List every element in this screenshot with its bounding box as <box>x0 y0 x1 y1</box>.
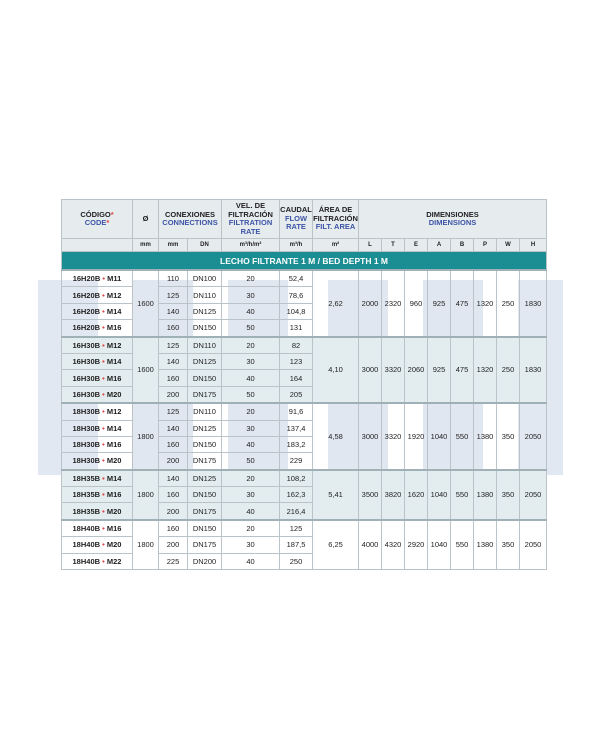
dim-e-cell: 1920 <box>405 403 428 470</box>
vel-cell: 40 <box>222 503 280 520</box>
dim-e-cell: 2920 <box>405 520 428 570</box>
flow-cell: 164 <box>280 370 313 386</box>
header-connections: CONEXIONES CONNECTIONS <box>159 200 222 239</box>
unit-dim-t: T <box>382 239 405 252</box>
flow-cell: 123 <box>280 353 313 369</box>
section-title-bed-depth: LECHO FILTRANTE 1 M / BED DEPTH 1 M <box>62 252 547 271</box>
conn-mm-cell: 200 <box>159 453 188 470</box>
dim-w-cell: 350 <box>497 470 520 520</box>
conn-dn-cell: DN175 <box>188 386 222 403</box>
conn-mm-cell: 110 <box>159 270 188 287</box>
conn-dn-cell: DN150 <box>188 436 222 452</box>
conn-dn-cell: DN100 <box>188 270 222 287</box>
conn-dn-cell: DN200 <box>188 553 222 569</box>
area-cell: 6,25 <box>313 520 359 570</box>
conn-mm-cell: 125 <box>159 337 188 354</box>
conn-dn-cell: DN125 <box>188 470 222 487</box>
model-code: 18H30B • M16 <box>62 436 133 452</box>
vel-cell: 20 <box>222 520 280 537</box>
conn-mm-cell: 125 <box>159 403 188 420</box>
model-group <box>62 520 547 570</box>
conn-dn-cell: DN150 <box>188 370 222 386</box>
dim-a-cell: 1040 <box>428 403 451 470</box>
flow-cell: 91,6 <box>280 403 313 420</box>
flow-cell: 216,4 <box>280 503 313 520</box>
area-cell: 4,10 <box>313 337 359 404</box>
area-cell: 5,41 <box>313 470 359 520</box>
model-code: 16H30B • M12 <box>62 337 133 354</box>
dim-h-cell: 2050 <box>520 403 547 470</box>
header-code: CÓDIGO* CODE* <box>62 200 133 239</box>
model-code: 18H30B • M12 <box>62 403 133 420</box>
dim-t-cell: 4320 <box>382 520 405 570</box>
dim-b-cell: 550 <box>451 470 474 520</box>
table-row <box>62 403 547 420</box>
header-flow-rate: CAUDAL FLOW RATE <box>280 200 313 239</box>
conn-dn-cell: DN175 <box>188 537 222 553</box>
unit-code <box>62 239 133 252</box>
dim-p-cell: 1380 <box>474 470 497 520</box>
vel-cell: 40 <box>222 436 280 452</box>
unit-diameter: mm <box>133 239 159 252</box>
vel-cell: 50 <box>222 386 280 403</box>
conn-mm-cell: 200 <box>159 537 188 553</box>
diameter-cell: 1600 <box>133 337 159 404</box>
flow-cell: 82 <box>280 337 313 354</box>
conn-mm-cell: 140 <box>159 303 188 319</box>
conn-mm-cell: 160 <box>159 487 188 503</box>
vel-cell: 30 <box>222 420 280 436</box>
conn-dn-cell: DN150 <box>188 487 222 503</box>
dim-b-cell: 475 <box>451 270 474 337</box>
dim-l-cell: 3500 <box>359 470 382 520</box>
diameter-cell: 1800 <box>133 470 159 520</box>
dim-t-cell: 3320 <box>382 337 405 404</box>
header-filtration-rate: VEL. DE FILTRACIÓN FILTRATION RATE <box>222 200 280 239</box>
header-dimensions: DIMENSIONES DIMENSIONS <box>359 200 547 239</box>
model-code: 16H30B • M16 <box>62 370 133 386</box>
conn-mm-cell: 200 <box>159 386 188 403</box>
conn-dn-cell: DN175 <box>188 453 222 470</box>
model-code: 16H20B • M11 <box>62 270 133 287</box>
unit-conn-dn: DN <box>188 239 222 252</box>
dim-p-cell: 1380 <box>474 520 497 570</box>
dim-t-cell: 3320 <box>382 403 405 470</box>
dim-l-cell: 3000 <box>359 337 382 404</box>
unit-area: m² <box>313 239 359 252</box>
flow-cell: 131 <box>280 320 313 337</box>
vel-cell: 20 <box>222 337 280 354</box>
model-code: 16H20B • M12 <box>62 287 133 303</box>
table-row <box>62 270 547 287</box>
diameter-cell: 1800 <box>133 520 159 570</box>
unit-dim-w: W <box>497 239 520 252</box>
model-group <box>62 403 547 470</box>
table-row <box>62 520 547 537</box>
model-code: 18H30B • M14 <box>62 420 133 436</box>
model-code: 16H20B • M16 <box>62 320 133 337</box>
conn-mm-cell: 140 <box>159 470 188 487</box>
model-code: 18H40B • M16 <box>62 520 133 537</box>
vel-cell: 30 <box>222 487 280 503</box>
flow-cell: 162,3 <box>280 487 313 503</box>
dim-a-cell: 925 <box>428 337 451 404</box>
dim-w-cell: 250 <box>497 337 520 404</box>
vel-cell: 50 <box>222 320 280 337</box>
conn-dn-cell: DN150 <box>188 520 222 537</box>
dim-w-cell: 350 <box>497 520 520 570</box>
flow-cell: 52,4 <box>280 270 313 287</box>
conn-dn-cell: DN110 <box>188 287 222 303</box>
dim-e-cell: 1620 <box>405 470 428 520</box>
dim-e-cell: 960 <box>405 270 428 337</box>
dim-w-cell: 250 <box>497 270 520 337</box>
dim-h-cell: 2050 <box>520 470 547 520</box>
conn-dn-cell: DN150 <box>188 320 222 337</box>
vel-cell: 20 <box>222 470 280 487</box>
dim-b-cell: 550 <box>451 520 474 570</box>
dim-e-cell: 2060 <box>405 337 428 404</box>
dim-a-cell: 925 <box>428 270 451 337</box>
dim-l-cell: 4000 <box>359 520 382 570</box>
flow-cell: 137,4 <box>280 420 313 436</box>
conn-mm-cell: 225 <box>159 553 188 569</box>
vel-cell: 30 <box>222 537 280 553</box>
flow-cell: 78,6 <box>280 287 313 303</box>
model-code: 16H30B • M20 <box>62 386 133 403</box>
model-group <box>62 270 547 337</box>
vel-cell: 40 <box>222 370 280 386</box>
model-code: 18H40B • M22 <box>62 553 133 569</box>
flow-cell: 205 <box>280 386 313 403</box>
unit-conn-mm: mm <box>159 239 188 252</box>
conn-dn-cell: DN125 <box>188 353 222 369</box>
unit-dim-e: E <box>405 239 428 252</box>
dim-b-cell: 550 <box>451 403 474 470</box>
model-code: 18H30B • M20 <box>62 453 133 470</box>
flow-cell: 183,2 <box>280 436 313 452</box>
conn-mm-cell: 160 <box>159 370 188 386</box>
dim-l-cell: 3000 <box>359 403 382 470</box>
dim-p-cell: 1320 <box>474 337 497 404</box>
model-code: 16H30B • M14 <box>62 353 133 369</box>
filter-spec-table <box>61 199 547 570</box>
unit-flow: m³/h <box>280 239 313 252</box>
conn-mm-cell: 200 <box>159 503 188 520</box>
vel-cell: 50 <box>222 453 280 470</box>
conn-dn-cell: DN110 <box>188 337 222 354</box>
header-filtration-area: ÁREA DE FILTRACIÓN FILT. AREA <box>313 200 359 239</box>
dim-a-cell: 1040 <box>428 520 451 570</box>
diameter-cell: 1600 <box>133 270 159 337</box>
conn-mm-cell: 160 <box>159 320 188 337</box>
table-header <box>62 200 547 252</box>
vel-cell: 40 <box>222 553 280 569</box>
vel-cell: 30 <box>222 287 280 303</box>
header-diameter: Ø <box>133 200 159 239</box>
unit-dim-h: H <box>520 239 547 252</box>
conn-mm-cell: 160 <box>159 436 188 452</box>
flow-cell: 187,5 <box>280 537 313 553</box>
model-code: 18H35B • M14 <box>62 470 133 487</box>
flow-cell: 104,8 <box>280 303 313 319</box>
model-group <box>62 337 547 404</box>
dim-h-cell: 1830 <box>520 337 547 404</box>
vel-cell: 20 <box>222 403 280 420</box>
conn-dn-cell: DN125 <box>188 303 222 319</box>
unit-vel: m³/h/m² <box>222 239 280 252</box>
model-code: 18H35B • M20 <box>62 503 133 520</box>
dim-l-cell: 2000 <box>359 270 382 337</box>
conn-dn-cell: DN110 <box>188 403 222 420</box>
vel-cell: 30 <box>222 353 280 369</box>
area-cell: 2,62 <box>313 270 359 337</box>
dim-a-cell: 1040 <box>428 470 451 520</box>
dim-h-cell: 2050 <box>520 520 547 570</box>
conn-mm-cell: 140 <box>159 353 188 369</box>
conn-mm-cell: 125 <box>159 287 188 303</box>
conn-dn-cell: DN175 <box>188 503 222 520</box>
flow-cell: 125 <box>280 520 313 537</box>
model-code: 16H20B • M14 <box>62 303 133 319</box>
dim-t-cell: 2320 <box>382 270 405 337</box>
vel-cell: 20 <box>222 270 280 287</box>
dim-p-cell: 1320 <box>474 270 497 337</box>
flow-cell: 108,2 <box>280 470 313 487</box>
unit-dim-a: A <box>428 239 451 252</box>
area-cell: 4,58 <box>313 403 359 470</box>
vel-cell: 40 <box>222 303 280 319</box>
table-row <box>62 337 547 354</box>
unit-dim-l: L <box>359 239 382 252</box>
model-code: 18H40B • M20 <box>62 537 133 553</box>
conn-mm-cell: 140 <box>159 420 188 436</box>
flow-cell: 250 <box>280 553 313 569</box>
table-row <box>62 470 547 487</box>
dim-h-cell: 1830 <box>520 270 547 337</box>
conn-dn-cell: DN125 <box>188 420 222 436</box>
unit-dim-b: B <box>451 239 474 252</box>
unit-dim-p: P <box>474 239 497 252</box>
dim-w-cell: 350 <box>497 403 520 470</box>
model-group <box>62 470 547 520</box>
flow-cell: 229 <box>280 453 313 470</box>
model-code: 18H35B • M16 <box>62 487 133 503</box>
dim-p-cell: 1380 <box>474 403 497 470</box>
dim-t-cell: 3820 <box>382 470 405 520</box>
diameter-cell: 1800 <box>133 403 159 470</box>
dim-b-cell: 475 <box>451 337 474 404</box>
conn-mm-cell: 160 <box>159 520 188 537</box>
